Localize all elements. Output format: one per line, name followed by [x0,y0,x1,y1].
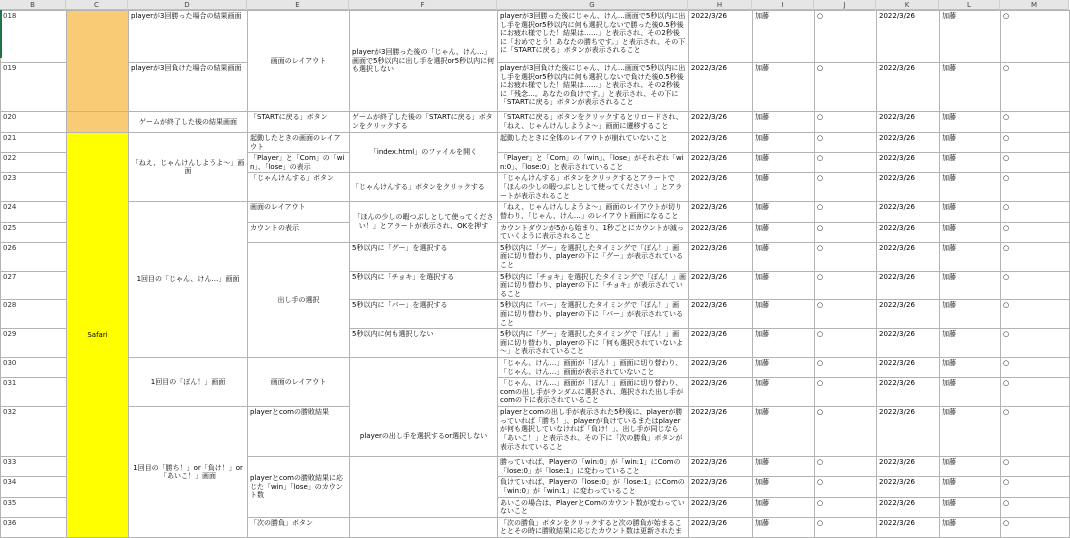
cell-date[interactable]: 2022/3/26 [877,477,940,497]
cell-tester[interactable]: 加藤 [753,133,815,153]
cell-result[interactable]: ○ [1001,407,1070,457]
cell-date[interactable]: 2022/3/26 [689,202,753,222]
cell-tester[interactable]: 加藤 [753,11,815,63]
column-header-b[interactable]: B [0,0,66,10]
active-cell-indicator [0,10,2,58]
cell-id[interactable]: 019 [1,63,67,112]
cell-date[interactable]: 2022/3/26 [877,358,940,378]
cell-expected[interactable]: 「じゃんけんする」ボタンをクリックするとアラートで「ほんの少しの暇つぶしとして使ってください！」とアラートが表示されること [498,173,689,202]
cell-screen[interactable]: 1回目の「じゃん、けん…」画面 [129,202,248,358]
cell-date[interactable]: 2022/3/26 [877,153,940,173]
cell-result[interactable]: ○ [1001,173,1070,202]
cell-date[interactable]: 2022/3/26 [689,497,753,517]
cell-screen[interactable]: playerが3回負けた場合の結果画面 [129,63,248,112]
cell-result[interactable]: ○ [815,378,877,407]
test-case-table [0,10,1070,538]
cell-result[interactable]: ○ [1001,133,1070,153]
cell-date[interactable]: 2022/3/26 [877,242,940,271]
cell-item[interactable]: playerとcomの勝敗結果 [248,407,350,457]
cell-date[interactable]: 2022/3/26 [877,133,940,153]
cell-screen[interactable]: playerが3回勝った場合の結果画面 [129,11,248,63]
cell-result[interactable]: ○ [815,457,877,477]
cell-date[interactable]: 2022/3/26 [689,11,753,63]
cell-tester[interactable]: 加藤 [940,378,1001,407]
cell-result[interactable]: ○ [1001,153,1070,173]
cell-tester[interactable]: 加藤 [753,477,815,497]
cell-result[interactable]: ○ [815,112,877,133]
cell-item[interactable]: 画面のレイアウト [248,358,350,407]
cell-result[interactable]: ○ [815,222,877,242]
cell-date[interactable]: 2022/3/26 [689,358,753,378]
cell-date[interactable]: 2022/3/26 [877,497,940,517]
cell-expected[interactable]: あいこの場合は、PlayerとComのカウント数が変わっていないこと [498,497,689,517]
cell-item[interactable]: 画面のレイアウト [248,11,350,112]
cell-item[interactable]: 「Player」と「Com」の「win」、「lose」の表示 [248,153,350,173]
cell-item[interactable]: 画面のレイアウト [248,202,350,222]
column-header-i[interactable]: I [752,0,814,10]
cell-tester[interactable]: 加藤 [753,112,815,133]
cell-operation[interactable]: 「じゃんけんする」ボタンをクリックする [350,173,498,202]
cell-result[interactable]: ○ [1001,242,1070,271]
cell-tester[interactable]: 加藤 [753,63,815,112]
cell-result[interactable]: ○ [815,133,877,153]
cell-date[interactable]: 2022/3/26 [877,63,940,112]
table-row [1,133,1070,153]
cell-date[interactable]: 2022/3/26 [689,477,753,497]
table-row [1,63,1070,112]
cell-id[interactable]: 034 [1,477,67,497]
cell-tester[interactable]: 加藤 [753,222,815,242]
cell-tester[interactable]: 加藤 [753,517,815,537]
table-row [1,358,1070,378]
cell-tester[interactable]: 加藤 [753,378,815,407]
cell-date[interactable]: 2022/3/26 [689,300,753,329]
cell-item[interactable]: 「次の勝負」ボタン [248,517,350,537]
cell-tester[interactable]: 加藤 [753,153,815,173]
cell-item[interactable]: 起動したときの画面のレイアウト [248,133,350,153]
cell-item[interactable]: カウントの表示 [248,222,350,242]
cell-id[interactable]: 018 [1,11,67,63]
cell-date[interactable]: 2022/3/26 [877,300,940,329]
cell-result[interactable]: ○ [1001,63,1070,112]
cell-item[interactable]: 「STARTに戻る」ボタン [248,112,350,133]
cell-result[interactable]: ○ [1001,271,1070,300]
cell-tester[interactable]: 加藤 [940,358,1001,378]
cell-tester[interactable]: 加藤 [940,477,1001,497]
cell-operation[interactable]: playerの出し手を選択するor選択しない [350,358,498,457]
cell-tester[interactable]: 加藤 [940,517,1001,537]
cell-expected[interactable]: 負けていれば、Playerの「lose:0」が「lose:1」にComの「win:0」が「win:1」に変わっていること [498,477,689,497]
cell-result[interactable]: ○ [1001,358,1070,378]
cell-operation[interactable]: 「ほんの少しの暇つぶしとして使ってください！」とアラートが表示され、OKを押す [350,202,498,242]
cell-expected[interactable]: 起動したときに全体のレイアウトが崩れていないこと [498,133,689,153]
cell-tester[interactable]: 加藤 [753,300,815,329]
cell-id[interactable]: 025 [1,222,67,242]
cell-id[interactable]: 023 [1,173,67,202]
cell-expected[interactable]: 5秒以内に「グー」を選択したタイミングで「ぽん！」画面に切り替わり、playerの下に「グー」が表示されていること [498,242,689,271]
cell-result[interactable]: ○ [1001,517,1070,537]
cell-tester[interactable]: 加藤 [940,112,1001,133]
cell-item[interactable]: 「じゃんけんする」ボタン [248,173,350,202]
cell-result[interactable]: ○ [815,271,877,300]
cell-tester[interactable]: 加藤 [940,407,1001,457]
cell-item[interactable]: playerとcomの勝敗結果に応じた「win」「lose」のカウント数 [248,457,350,518]
cell-screen[interactable]: 1回目の「勝ち！」or「負け！」or「あいこ！」画面 [129,407,248,538]
column-header-k[interactable]: K [876,0,939,10]
cell-expected[interactable]: 5秒以内に「グー」を選択したタイミングで「ぽん！」画面に切り替わり、playerの下に「何も選択されていないよ～」と表示されていること [498,329,689,358]
cell-id[interactable]: 033 [1,457,67,477]
column-header-d[interactable]: D [128,0,247,10]
cell-tester[interactable]: 加藤 [753,407,815,457]
cell-date[interactable]: 2022/3/26 [689,63,753,112]
cell-result[interactable]: ○ [1001,11,1070,63]
cell-result[interactable]: ○ [1001,300,1070,329]
cell-tester[interactable]: 加藤 [753,457,815,477]
cell-expected[interactable]: 「じゃん、けん…」画面が「ぽん！」画面に切り替わり、comの出し手がランダムに選択され、選択された出し手がcomの下に表示されていること [498,378,689,407]
cell-result[interactable]: ○ [1001,378,1070,407]
cell-tester[interactable]: 加藤 [753,202,815,222]
cell-date[interactable]: 2022/3/26 [689,378,753,407]
cell-screen[interactable]: ゲームが終了した後の結果画面 [129,112,248,133]
cell-result[interactable]: ○ [1001,202,1070,222]
column-header-bar [0,0,1069,10]
cell-result[interactable]: ○ [815,63,877,112]
cell-result[interactable]: ○ [815,11,877,63]
cell-date[interactable]: 2022/3/26 [689,242,753,271]
cell-result[interactable]: ○ [815,477,877,497]
cell-tester[interactable]: 加藤 [753,242,815,271]
column-header-m[interactable]: M [1000,0,1069,10]
cell-result[interactable]: ○ [815,407,877,457]
cell-id[interactable]: 020 [1,112,67,133]
column-header-j[interactable]: J [814,0,876,10]
cell-tester[interactable]: 加藤 [940,242,1001,271]
cell-tester[interactable]: 加藤 [940,497,1001,517]
cell-expected[interactable]: 5秒以内に「チョキ」を選択したタイミングで「ぽん！」画面に切り替わり、playerの下に「チョキ」が表示されていること [498,271,689,300]
cell-date[interactable]: 2022/3/26 [689,112,753,133]
cell-operation[interactable]: 5秒以内に「パー」を選択する [350,300,498,329]
cell-date[interactable]: 2022/3/26 [877,173,940,202]
cell-date[interactable]: 2022/3/26 [877,222,940,242]
cell-result[interactable]: ○ [815,517,877,537]
cell-date[interactable]: 2022/3/26 [877,378,940,407]
cell-result[interactable]: ○ [815,329,877,358]
cell-id[interactable]: 030 [1,358,67,378]
column-header-h[interactable]: H [688,0,752,10]
column-header-f[interactable]: F [349,0,497,10]
cell-tester[interactable]: 加藤 [940,133,1001,153]
cell-tester[interactable]: 加藤 [940,300,1001,329]
cell-date[interactable]: 2022/3/26 [689,457,753,477]
cell-tester[interactable]: 加藤 [940,11,1001,63]
cell-result[interactable]: ○ [1001,497,1070,517]
cell-tester[interactable]: 加藤 [940,222,1001,242]
cell-tester[interactable]: 加藤 [940,271,1001,300]
cell-expected[interactable]: 「Player」と「Com」の「win」、「lose」がそれぞれ「win:0」、「lose:0」と表示されていること [498,153,689,173]
cell-id[interactable]: 027 [1,271,67,300]
cell-screen[interactable]: 「ねえ、じゃんけんしようよ～」画面 [129,133,248,202]
cell-tester[interactable]: 加藤 [940,63,1001,112]
cell-date[interactable]: 2022/3/26 [689,517,753,537]
cell-operation[interactable]: 5秒以内に「チョキ」を選択する [350,271,498,300]
cell-operation[interactable]: playerが3回勝った後の「じゃん、けん…」画面で5秒以内に出し手を選択or5秒以内に何も選択しない [350,11,498,112]
cell-expected[interactable]: 「次の勝負」ボタンをクリックすると次の勝負が始まることとその時に勝敗結果に応じたカウント数は更新されたま [498,517,689,537]
cell-date[interactable]: 2022/3/26 [689,153,753,173]
cell-result[interactable]: ○ [815,497,877,517]
cell-tester[interactable]: 加藤 [940,457,1001,477]
cell-tester[interactable]: 加藤 [753,173,815,202]
cell-date[interactable]: 2022/3/26 [689,329,753,358]
cell-id[interactable]: 035 [1,497,67,517]
column-header-c[interactable]: C [66,0,128,10]
cell-result[interactable]: ○ [1001,222,1070,242]
cell-operation[interactable] [350,517,498,537]
cell-expected[interactable]: 5秒以内に「パー」を選択したタイミングで「ぽん！」画面に切り替わり、playerの下に「パー」が表示されていること [498,300,689,329]
cell-operation[interactable]: 5秒以内に「グー」を選択する [350,242,498,271]
cell-expected[interactable]: playerとcomの出し手が表示された5秒後に、playerが勝っていれば「勝ち！」、playerが負けているまたはplayerが何も選択していなければ「負け！」、出し手が同じなら「あいこ！」と表示され、その下に「次の勝負」ボタンが表示されていること [498,407,689,457]
cell-id[interactable]: 026 [1,242,67,271]
table-row [1,202,1070,222]
cell-date[interactable]: 2022/3/26 [689,222,753,242]
cell-id[interactable]: 029 [1,329,67,358]
column-header-e[interactable]: E [247,0,349,10]
cell-operation[interactable]: 5秒以内に何も選択しない [350,329,498,358]
cell-result[interactable]: ○ [1001,477,1070,497]
cell-tester[interactable]: 加藤 [753,271,815,300]
cell-item[interactable]: 出し手の選択 [248,242,350,357]
cell-date[interactable]: 2022/3/26 [877,271,940,300]
cell-id[interactable]: 024 [1,202,67,222]
cell-result[interactable]: ○ [1001,329,1070,358]
cell-tester[interactable]: 加藤 [753,329,815,358]
cell-id[interactable]: 021 [1,133,67,153]
cell-result[interactable]: ○ [815,358,877,378]
cell-id[interactable]: 022 [1,153,67,173]
cell-date[interactable]: 2022/3/26 [877,407,940,457]
cell-operation[interactable]: ゲームが終了した後の「STARTに戻る」ボタンをクリックする [350,112,498,133]
cell-expected[interactable]: カウントダウンが5から始まり、1秒ごとにカウントが減っていくように表示されること [498,222,689,242]
cell-tester[interactable]: 加藤 [940,173,1001,202]
cell-result[interactable]: ○ [1001,112,1070,133]
cell-date[interactable]: 2022/3/26 [877,11,940,63]
cell-date[interactable]: 2022/3/26 [877,457,940,477]
cell-id[interactable]: 028 [1,300,67,329]
cell-result[interactable]: ○ [815,300,877,329]
cell-expected[interactable]: playerが3回負けた後にじゃん、けん…画面で5秒以内に出し手を選択or5秒以内に何も選択しないで負けた後0.5秒後にお疲れ様でした！結果は……」と表示され、その2秒後に「残念…。あなたの負けです。」と表示され、その下に「STARTに戻る」ボタンが表示されること [498,63,689,112]
cell-result[interactable]: ○ [1001,457,1070,477]
cell-tester[interactable]: 加藤 [753,358,815,378]
cell-browser-safari[interactable]: Safari [67,133,129,538]
cell-date[interactable]: 2022/3/26 [689,271,753,300]
cell-date[interactable]: 2022/3/26 [877,112,940,133]
table-row [1,11,1070,63]
cell-category-orange[interactable] [67,112,129,133]
column-header-l[interactable]: L [939,0,1000,10]
cell-tester[interactable]: 加藤 [940,202,1001,222]
cell-id[interactable]: 032 [1,407,67,457]
cell-date[interactable]: 2022/3/26 [877,202,940,222]
cell-date[interactable]: 2022/3/26 [877,329,940,358]
cell-operation[interactable]: 「index.html」のファイルを開く [350,133,498,173]
cell-tester[interactable]: 加藤 [940,153,1001,173]
column-header-g[interactable]: G [497,0,688,10]
cell-result[interactable]: ○ [815,173,877,202]
cell-id[interactable]: 036 [1,517,67,537]
cell-tester[interactable]: 加藤 [940,329,1001,358]
cell-expected[interactable]: playerが3回勝った後にじゃん、けん…画面で5秒以内に出し手を選択or5秒以内に何も選択しないで勝った後0.5秒後にお疲れ様でした！結果は……」と表示され、その2秒後に「おめでとう！あなたの勝ちです。」と表示され、その下に「STARTに戻る」ボタンが表示されること [498,11,689,63]
cell-result[interactable]: ○ [815,202,877,222]
cell-category-orange[interactable] [67,11,129,112]
cell-result[interactable]: ○ [815,153,877,173]
cell-screen[interactable]: 1回目の「ぽん！」画面 [129,358,248,407]
table-row [1,407,1070,457]
cell-date[interactable]: 2022/3/26 [689,173,753,202]
cell-expected[interactable]: 「STARTに戻る」ボタンをクリックするとリロードされ、「ねえ、じゃんけんしようよ～」画面に遷移すること [498,112,689,133]
cell-result[interactable]: ○ [815,242,877,271]
cell-date[interactable]: 2022/3/26 [689,133,753,153]
cell-date[interactable]: 2022/3/26 [689,407,753,457]
cell-operation[interactable] [350,457,498,518]
cell-date[interactable]: 2022/3/26 [877,517,940,537]
cell-tester[interactable]: 加藤 [753,497,815,517]
cell-expected[interactable]: 勝っていれば、Playerの「win:0」が「win:1」にComの「lose:0」が「lose:1」に変わっていること [498,457,689,477]
cell-id[interactable]: 031 [1,378,67,407]
cell-expected[interactable]: 「ねえ、じゃんけんしようよ～」画面のレイアウトが切り替わり、「じゃん、けん…」のレイアウト画面になること [498,202,689,222]
table-row [1,112,1070,133]
cell-expected[interactable]: 「じゃん、けん…」画面が「ぽん！」画面に切り替わり、「じゃん、けん…」画面が表示されていないこと [498,358,689,378]
